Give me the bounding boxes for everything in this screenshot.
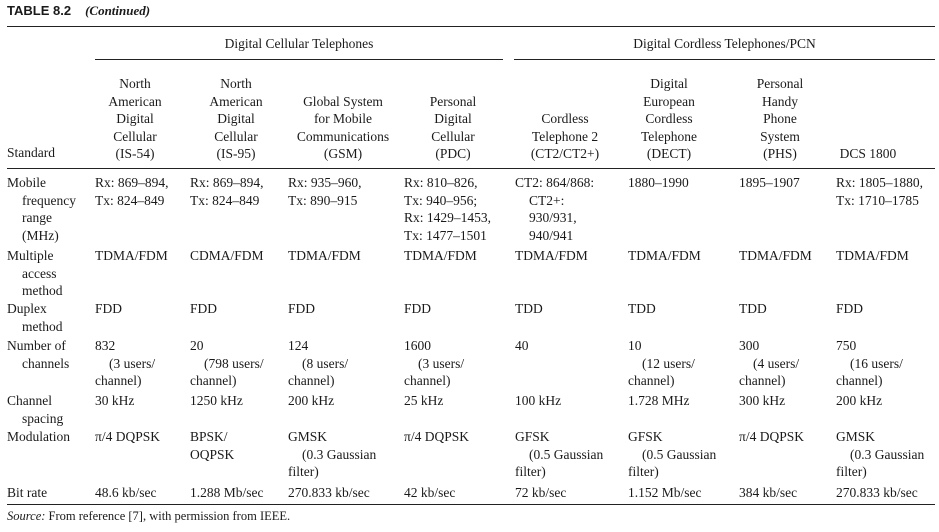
table-cell-line: channel) [288, 373, 335, 389]
table-cell-line: Tx: 890–915 [288, 192, 358, 208]
column-header-line: (GSM) [323, 146, 363, 162]
table-cell-line: (12 users/ [642, 355, 695, 371]
table-cell-line: channel) [190, 373, 237, 389]
column-header-line: Cordless [645, 111, 693, 127]
table-cell-line: 832 [95, 338, 116, 353]
table-cell-line: Rx: 1805–1880, [836, 175, 924, 190]
row-stub-line: Channel [7, 393, 52, 408]
group-header-cellular: Digital Cellular Telephones [224, 36, 374, 51]
table-cell-line: 25 kHz [404, 393, 444, 408]
table-cell-line: CT2+: [529, 192, 565, 208]
row-stub-line: access [22, 265, 57, 281]
row-stub-line: Multiple [7, 248, 54, 263]
source-text: From reference [7], with permission from IEEE. [48, 509, 291, 523]
table-cell-line: (3 users/ [109, 355, 156, 371]
table-cell-line: TDD [628, 301, 656, 316]
row-stub-line: spacing [22, 410, 64, 426]
row-stub-line: channels [22, 355, 70, 371]
table-cell-line: CT2: 864/868: [515, 175, 595, 190]
table-cell-line: TDD [515, 301, 543, 316]
table-cell-line: OQPSK [190, 446, 235, 462]
bottom-rule [7, 504, 935, 505]
table-cell-line: FDD [404, 301, 432, 316]
table-cell-line: TDMA/FDM [288, 248, 361, 263]
table-cell-line: FDD [288, 301, 316, 316]
column-header-line: Cellular [214, 128, 258, 144]
column-header-line: Cordless [541, 111, 589, 127]
column-header-line: Cellular [113, 128, 157, 144]
table-cell-line: (3 users/ [418, 355, 465, 371]
column-header-line: North [119, 76, 151, 91]
table-cell-line: GFSK [628, 429, 663, 444]
table-cell-line: 72 kb/sec [515, 485, 567, 500]
column-header-line: (IS-95) [216, 146, 256, 162]
table-cell-line: 930/931, [529, 210, 577, 226]
row-stub-line: frequency [22, 192, 76, 208]
group-rule-cordless [514, 59, 935, 60]
table-cell-line: 200 kHz [836, 393, 883, 408]
table-cell-line: (798 users/ [204, 355, 264, 371]
table-cell-line: (0.5 Gaussian [529, 446, 604, 462]
column-header-line: Handy [762, 93, 798, 109]
table-cell-line: 300 kHz [739, 393, 786, 408]
table-cell-line: 124 [288, 338, 309, 353]
table-cell-line: channel) [404, 373, 451, 389]
row-stub-line: Mobile [7, 175, 46, 190]
table-cell-line: GFSK [515, 429, 550, 444]
table-cell-line: 1895–1907 [739, 175, 800, 190]
top-rule [7, 26, 935, 27]
table-cell-line: Rx: 869–894, [190, 175, 264, 190]
table-cell-line: 1250 kHz [190, 393, 243, 408]
table-cell-line: π/4 DQPSK [739, 429, 804, 444]
header-rule [7, 168, 935, 169]
table-cell-line: 300 [739, 338, 760, 353]
row-stub-line: (MHz) [22, 227, 59, 243]
column-header-line: Personal [756, 76, 804, 91]
table-cell-line: GMSK [288, 429, 328, 444]
table-cell-line: Rx: 869–894, [95, 175, 169, 190]
table-cell-line: FDD [95, 301, 123, 316]
source-note [7, 509, 290, 524]
caption-label: TABLE 8.2 [7, 3, 72, 18]
table-cell-line: Tx: 824–849 [190, 192, 260, 208]
table-cell-line: Tx: 1710–1785 [836, 192, 919, 208]
table-cell-line: (8 users/ [302, 355, 349, 371]
group-rule-cellular [95, 59, 503, 60]
table-cell-line: 10 [628, 338, 642, 353]
column-header-line: Digital [434, 111, 472, 127]
table-cell-line: channel) [739, 373, 786, 389]
row-stub-line: range [22, 210, 52, 226]
source-label: Source: [7, 509, 46, 523]
column-header-line: Telephone 2 [531, 128, 599, 144]
row-stub-line: Bit rate [7, 485, 48, 500]
column-header-line: (IS-54) [115, 146, 155, 162]
table-cell-line: 42 kb/sec [404, 485, 456, 500]
table-cell-line: BPSK/ [190, 429, 228, 444]
table-cell-line: 48.6 kb/sec [95, 485, 157, 500]
table-cell-line: TDMA/FDM [404, 248, 477, 263]
table-cell-line: filter) [515, 464, 546, 480]
table-cell-line: Tx: 1477–1501 [404, 227, 487, 243]
table-cell-line: (0.3 Gaussian [850, 446, 925, 462]
table-cell-line: filter) [288, 464, 319, 480]
table-cell-line: FDD [836, 301, 864, 316]
column-header-line: American [209, 93, 263, 109]
table-cell-line: 40 [515, 338, 529, 353]
row-stub-line: method [22, 318, 63, 334]
table-cell-line: π/4 DQPSK [95, 429, 160, 444]
table-cell-line: TDMA/FDM [515, 248, 588, 263]
column-header-line: American [108, 93, 162, 109]
column-header-line: Personal [429, 93, 477, 109]
table-cell-line: 384 kb/sec [739, 485, 798, 500]
row-stub-line: Duplex [7, 301, 47, 316]
table-cell-line: (4 users/ [753, 355, 800, 371]
caption-continued: (Continued) [85, 3, 151, 18]
table-cell-line: Tx: 824–849 [95, 192, 165, 208]
table-cell-line: filter) [836, 464, 867, 480]
column-header-line: System [760, 128, 800, 144]
column-header-line: Digital [116, 111, 154, 127]
table-cell-line: (16 users/ [850, 355, 903, 371]
row-stub-line: method [22, 283, 63, 299]
column-header-line: Telephone [640, 128, 698, 144]
column-header-line: Digital [650, 76, 688, 91]
table-caption [7, 3, 150, 19]
table-cell-line: Tx: 940–956; [404, 192, 478, 208]
table-cell-line: 1600 [404, 338, 431, 353]
table-cell-line: channel) [628, 373, 675, 389]
column-header-line: North [220, 76, 252, 91]
row-stub-line: Number of [7, 338, 66, 353]
column-header-line: Cellular [431, 128, 475, 144]
table-cell-line: FDD [190, 301, 218, 316]
table-cell-line: 270.833 kb/sec [288, 485, 370, 500]
table-cell-line: 200 kHz [288, 393, 335, 408]
table-cell-line: channel) [836, 373, 883, 389]
table-cell-line: 270.833 kb/sec [836, 485, 918, 500]
table-cell-line: Rx: 935–960, [288, 175, 362, 190]
table-cell-line: (0.3 Gaussian [302, 446, 377, 462]
table-cell-line: 1.288 Mb/sec [190, 485, 264, 500]
column-header-line: Communications [296, 128, 390, 144]
table-cell-line: TDMA/FDM [836, 248, 909, 263]
table-cell-line: π/4 DQPSK [404, 429, 469, 444]
table-cell-line: 1.728 MHz [628, 393, 690, 408]
table-cell-line: 1.152 Mb/sec [628, 485, 702, 500]
table-cell-line: TDMA/FDM [628, 248, 701, 263]
column-header-line: (PHS) [763, 146, 797, 162]
column-header-line: Phone [763, 111, 797, 127]
column-header-line: (CT2/CT2+) [530, 146, 600, 162]
table-cell-line: CDMA/FDM [190, 248, 264, 263]
column-header-line: DCS 1800 [839, 146, 897, 162]
group-header-cordless: Digital Cordless Telephones/PCN [633, 36, 816, 51]
column-header-line: for Mobile [313, 111, 373, 127]
table-cell-line: TDMA/FDM [739, 248, 812, 263]
table-cell-line: TDD [739, 301, 767, 316]
column-header-line: (DECT) [646, 146, 692, 162]
column-header-line: (PDC) [435, 146, 471, 162]
column-header-line: European [643, 93, 695, 109]
column-header-line: Digital [217, 111, 255, 127]
table-cell-line: 750 [836, 338, 857, 353]
table-cell-line: channel) [95, 373, 142, 389]
table-cell-line: GMSK [836, 429, 876, 444]
table-cell-line: Rx: 810–826, [404, 175, 478, 190]
table-cell-line: 20 [190, 338, 204, 353]
row-stub-line: Modulation [7, 429, 70, 444]
table-cell-line: filter) [628, 464, 659, 480]
table-cell-line: 100 kHz [515, 393, 562, 408]
table-cell-line: 30 kHz [95, 393, 135, 408]
table-cell-line: 940/941 [529, 227, 574, 243]
table-cell-line: 1880–1990 [628, 175, 689, 190]
column-header-line: Global System [303, 93, 383, 109]
table-cell-line: (0.5 Gaussian [642, 446, 717, 462]
stub-header: Standard [7, 145, 55, 160]
table-cell-line: Rx: 1429–1453, [404, 210, 492, 226]
table-cell-line: TDMA/FDM [95, 248, 168, 263]
